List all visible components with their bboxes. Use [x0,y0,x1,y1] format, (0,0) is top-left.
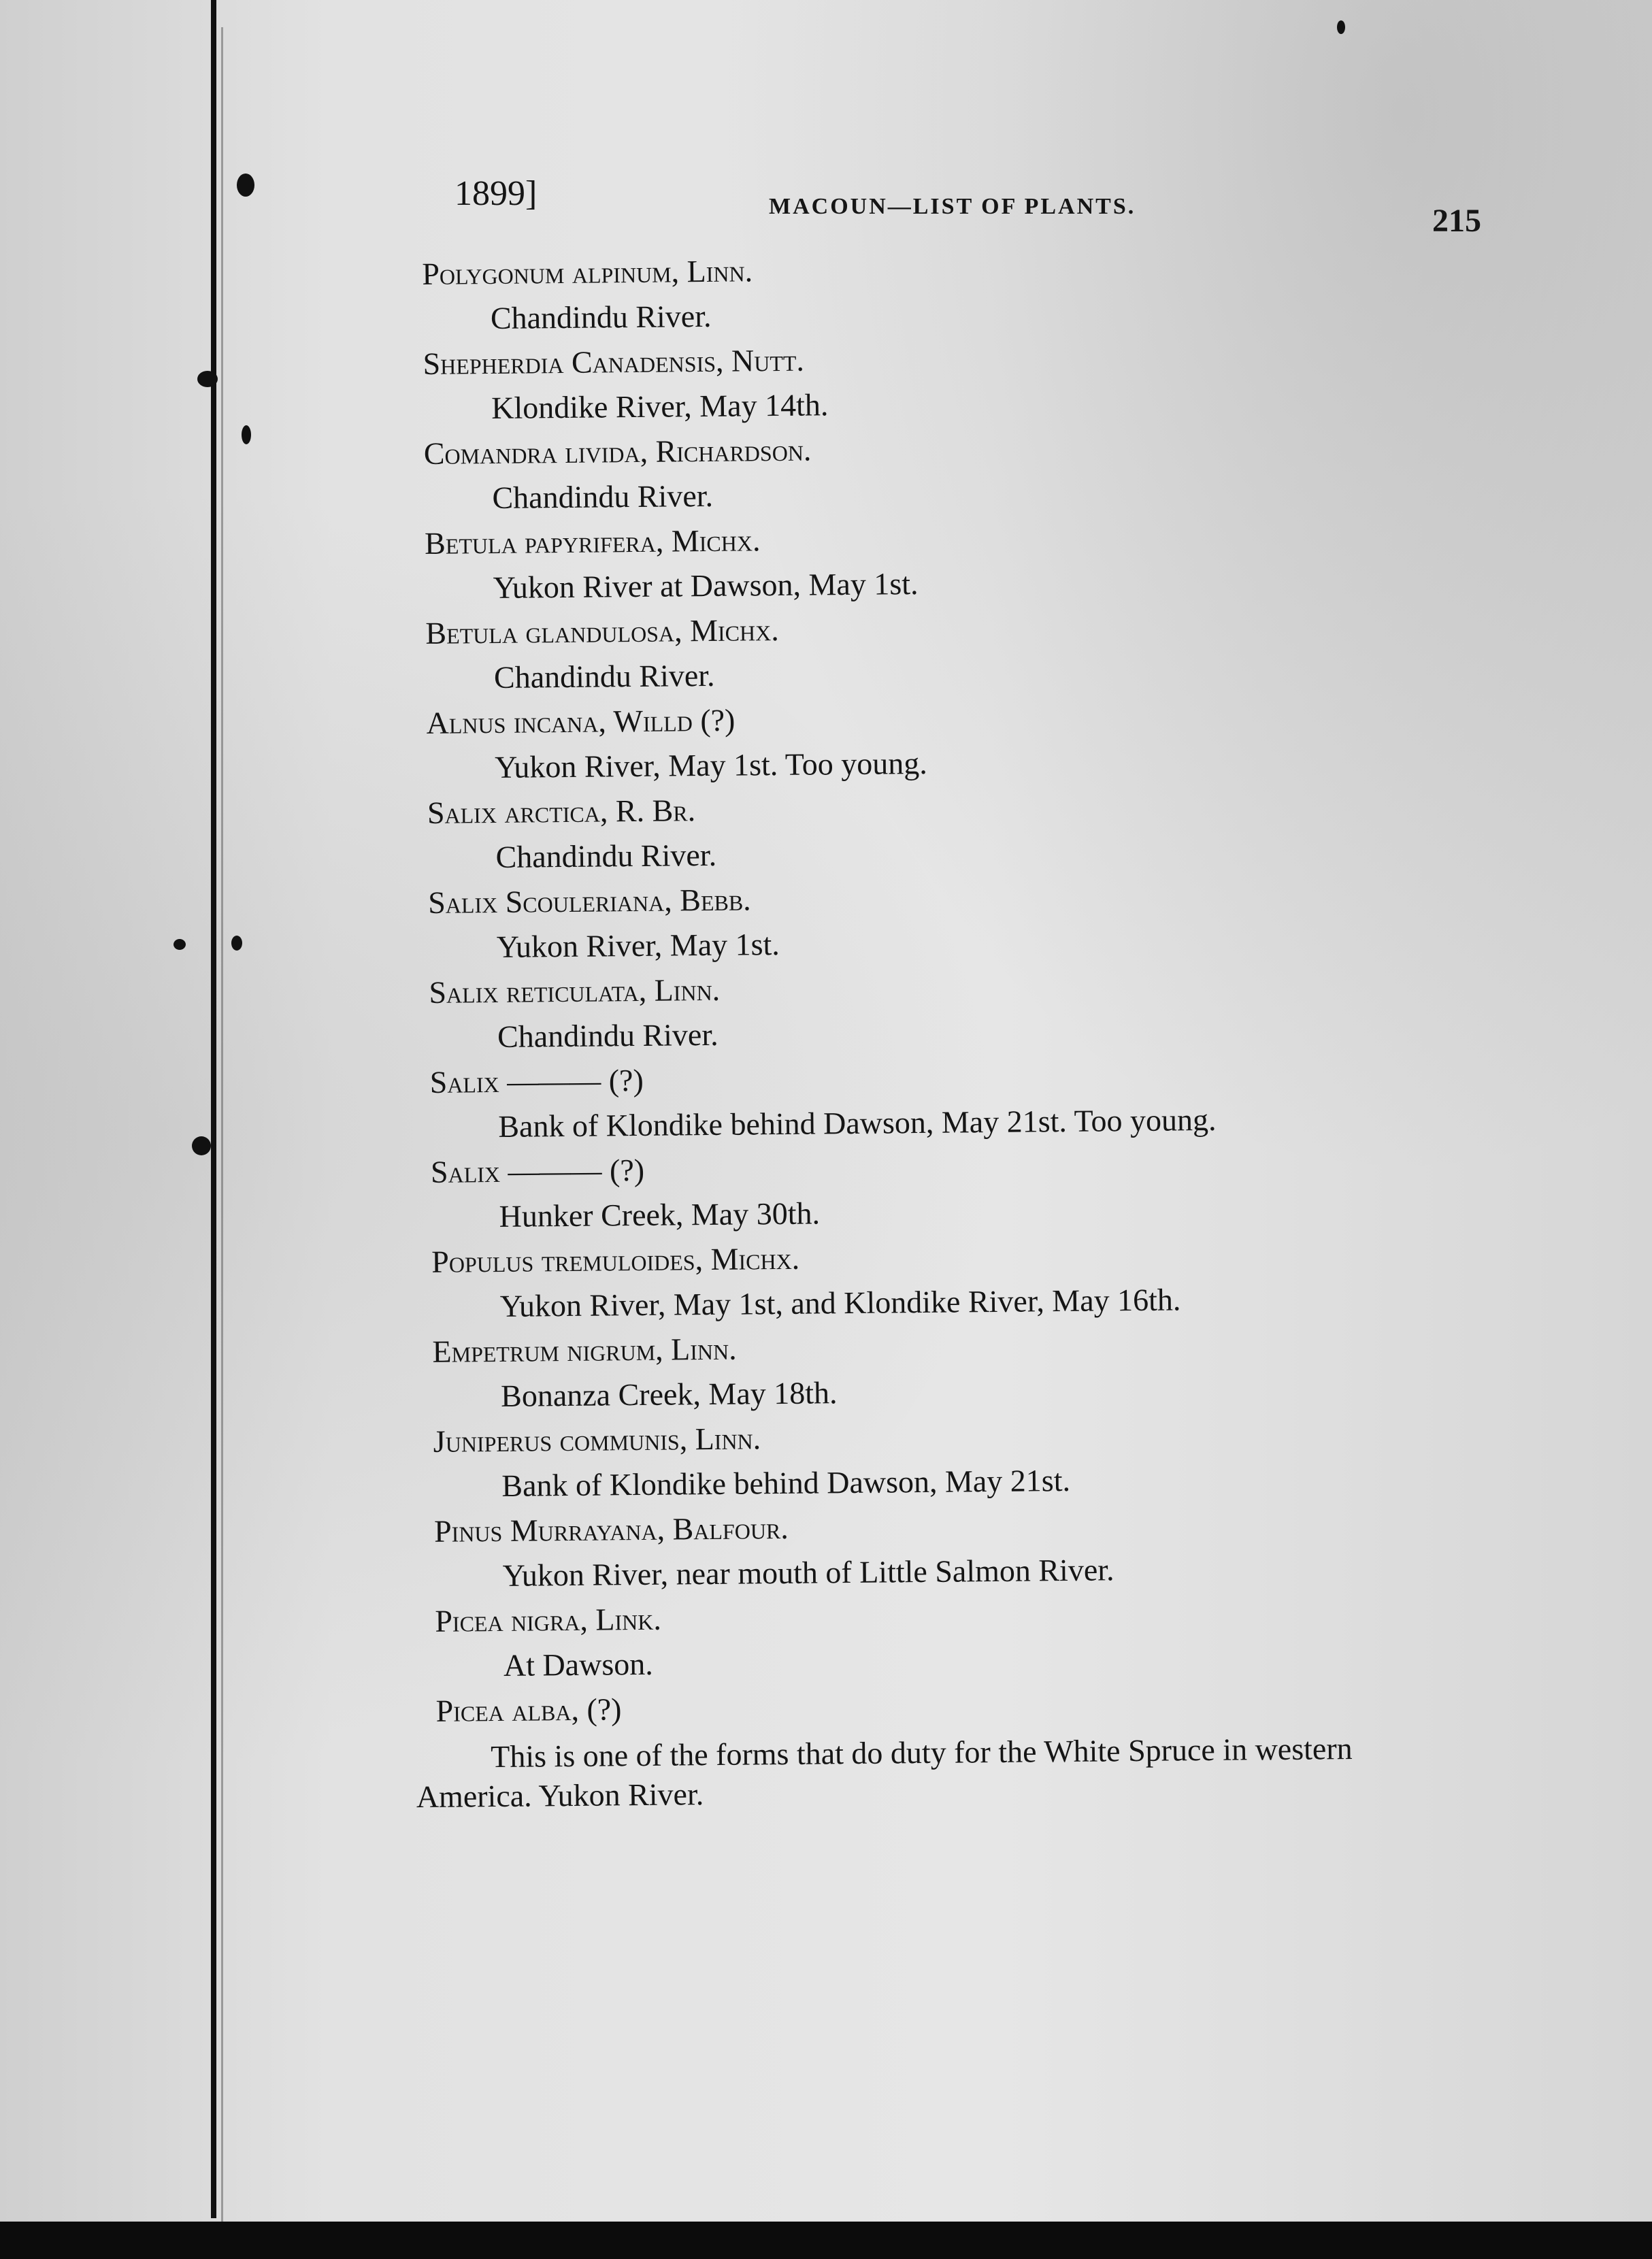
list-item-final [416,1679,1498,1817]
species-name: Polygonum alpinum, Linn. [422,253,753,291]
ink-speck [192,1136,211,1155]
collection-location: Chandindu River. [493,657,715,695]
species-name: Juniperus communis, Linn. [433,1421,761,1459]
collection-location: Bonanza Creek, May 18th. [500,1375,838,1413]
list-item [431,1140,1493,1240]
species-name: Salix ——— (?) [430,1152,645,1189]
scan-border [0,2222,1652,2259]
species-name: Picea alba, (?) [435,1692,622,1728]
list-item [435,1589,1497,1689]
list-item [425,511,1487,611]
collection-location: Yukon River, May 1st. [496,927,780,964]
list-item [428,870,1490,970]
collection-location: Bank of Klondike behind Dawson, May 21st. [501,1462,1071,1503]
species-name: Empetrum nigrum, Linn. [432,1331,737,1369]
list-item [431,1230,1493,1330]
list-item [426,691,1488,791]
species-name: Picea nigra, Link. [435,1601,662,1638]
species-name: Populus tremuloides, Michx. [431,1240,800,1279]
list-item [424,421,1486,521]
list-item [422,242,1484,342]
collection-location: Chandindu River. [497,1017,718,1054]
running-header [0,174,1652,239]
list-item [425,601,1487,701]
ink-speck [1337,20,1345,34]
list-item [427,780,1489,880]
species-name: Betula papyrifera, Michx. [424,523,761,561]
header-title: MACOUN—LIST OF PLANTS. [769,194,1136,219]
species-name: Pinus Murrayana, Balfour. [433,1510,789,1549]
header-year: 1899] [455,174,538,213]
collection-location: Yukon River at Dawson, May 1st. [493,566,919,606]
collection-location: At Dawson. [503,1646,653,1683]
ink-speck [197,371,218,387]
species-name: Alnus incana, Willd (?) [426,702,736,740]
list-item [429,960,1491,1060]
collection-location: Yukon River, May 1st. Too young. [495,745,928,785]
species-name: Salix arctica, R. Br. [427,793,696,830]
species-name: Salix Scouleriana, Bebb. [427,882,751,920]
collection-location: Klondike River, May 14th. [491,387,829,426]
collection-location: Chandindu River. [490,298,712,336]
list-item [423,331,1485,431]
collection-location: Yukon River, May 1st, and Klondike River, May 16th. [499,1282,1181,1323]
species-name: Shepherdia Canadensis, Nutt. [423,342,805,381]
species-name: Betula glandulosa, Michx. [425,612,779,650]
species-name: Comandra livida, Richardson. [423,432,812,471]
list-item [432,1319,1494,1419]
binding-shadow [221,27,223,2239]
collection-location: Bank of Klondike behind Dawson, May 21st. Too young. [498,1102,1217,1144]
collection-location: Hunker Creek, May 30th. [499,1196,821,1234]
collection-location: Chandindu River. [492,478,714,516]
species-note: This is one of the forms that do duty for the White Spruce in western America. Yukon River. [416,1730,1353,1815]
binding-edge [211,0,216,2218]
ink-speck [231,936,242,951]
ink-speck [174,939,186,950]
list-item [429,1050,1491,1150]
species-name: Salix reticulata, Linn. [429,972,721,1010]
list-item [434,1499,1496,1599]
page-number: 215 [1432,203,1481,239]
collection-location: Yukon River, near mouth of Little Salmon River. [502,1552,1114,1593]
collection-location: Chandindu River. [495,837,717,874]
ink-speck [242,425,251,444]
list-item [433,1409,1495,1509]
plant-list [416,242,1498,1817]
species-name: Salix ——— (?) [429,1062,644,1100]
